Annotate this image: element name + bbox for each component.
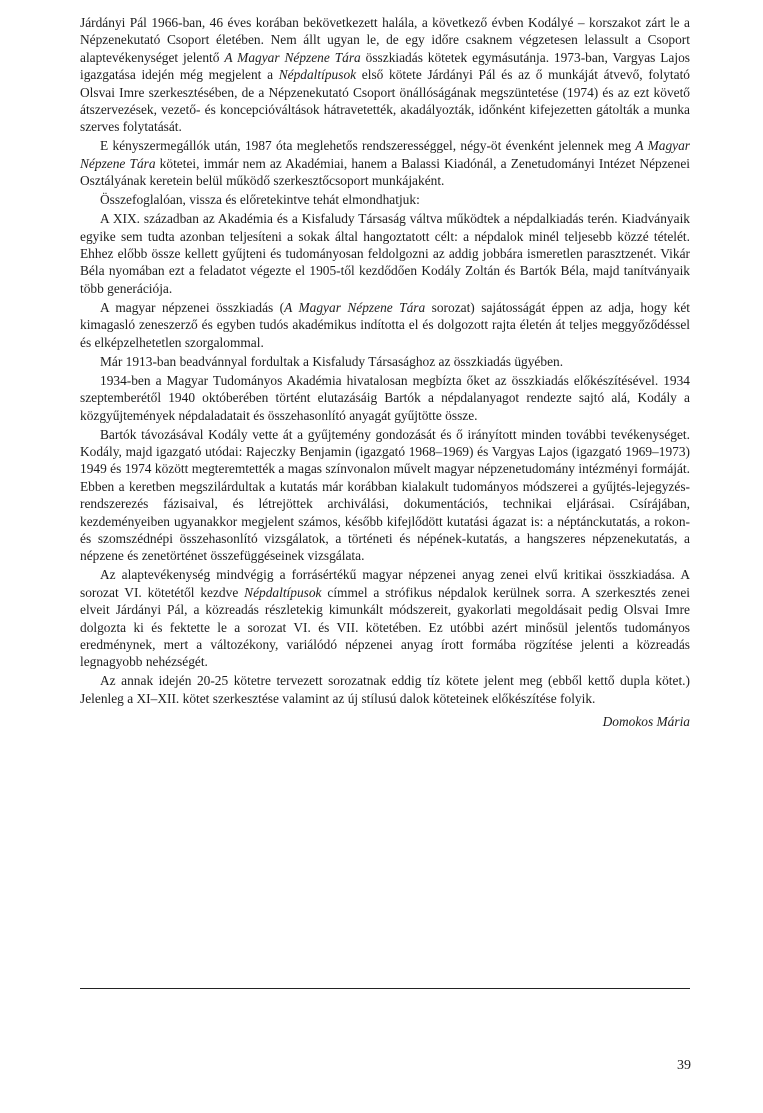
text-run: Járdányi Pál 1966-ban, 46 éves korában bekövetkezett halála, a következő évben Kodályé – korszakot zárt le a Népzenekutató Csoport életében. Nem állt ugyan le, de egy időre csaknem végzetesen lelassult a Csoport alaptevékenységet jelentő <box>80 15 690 65</box>
italic-title: Népdaltípusok <box>244 584 322 600</box>
text-run: A magyar népzenei összkiadás ( <box>100 299 285 315</box>
italic-title: A Magyar Népzene Tára <box>224 49 361 65</box>
author-signature: Domokos Mária <box>602 714 690 730</box>
text-run: Az alaptevékenység mindvégig a forrásértékű magyar népzenei anyag zenei elvű kritikai összkiadása. A sorozat VI. kötetétől kezdve <box>80 567 690 600</box>
paragraph <box>80 566 690 670</box>
paragraph <box>80 672 690 707</box>
paragraph <box>80 372 690 424</box>
footer-rule <box>80 988 690 989</box>
paragraph <box>80 299 690 351</box>
text-run: A XIX. században az Akadémia és a Kisfaludy Társaság váltva működtek a népdalkiadás terén. Kiadványaik egyike sem tudta azonban teljesíteni a sokak által hangoztatott célt: a népdalok minél teljesebb közzé tételét. Ehhez előbb össze kellett gyűjteni és tudományosan feldolgozni az addig jobbára ismeretlen parasztzenét. Vikár Béla nyomában ezt a feladatot végezte el 1905-től kezdődően Kodály Zoltán és Bartók Béla, majd tanítványaik több generációja. <box>80 211 690 296</box>
text-run: Az annak idején 20-25 kötetre tervezett sorozatnak eddig tíz kötete jelent meg (ebből kettő dupla kötet.) Jelenleg a XI–XII. kötet szerkesztése valamint az új stílusú dalok köteteinek előkészítése folyik. <box>80 673 690 706</box>
paragraph <box>80 353 690 370</box>
text-run: Bartók távozásával Kodály vette át a gyűjtemény gondozását és ő irányított minden további tevékenységet. Kodály, majd igazgató utódai: Rajeczky Benjamin (igazgató 1968–1969) és Vargyas Lajos (igazgató 1969–1973) 1949 és 1974 között megteremtették a magas színvonalon művelt magyar népzenetudomány intézményi formáját. Ebben a keretben megszilárdultak a kutatás már korábban kialakult tudományos módszerei a gyűjtés-lejegyzés-rendszerezés fázisaival, és létrejöttek archiválási, dokumentációs, technikai eljárásai. Csírájában, kezdeményeiben ugyanakkor megjelent számos, később kifejlődött kutatási ágazat is: a néptánckutatás, a rokon- és szomszédnépi összehasonlító vizsgálatok, a történeti és népének-kutatás, a hangszeres népzenekutatás, a népzene és zenetörténet összefüggéseinek vizsgálata. <box>80 426 690 564</box>
italic-title: Népdaltípusok <box>278 67 357 83</box>
page-number: 39 <box>677 1058 691 1073</box>
text-run: címmel a strófikus népdalok kerülnek sorra. A szerkesztés zenei elveit Járdányi Pál, a közreadás részletekig kimunkált módszereit, gyakorlati megoldásait pedig Olsvai Imre dolgozta ki és fektette le a sorozat VI. és VII. kötetében. Ez utóbbi azért minősül jelentős tudományos eredménynek, mert a változékony, variálódó népzenei anyag írott formába rögzítése jelenti a közreadás legnagyobb nehézségét. <box>80 584 690 670</box>
article-body <box>80 14 690 731</box>
paragraph <box>80 426 690 565</box>
italic-title: A Magyar Népzene Tára <box>80 138 690 171</box>
italic-title: A Magyar Népzene Tára <box>284 299 426 315</box>
text-run: összkiadás kötetek egymásutánja. 1973-ban, Vargyas Lajos igazgatása idején még megjelent a <box>80 49 690 83</box>
text-run: E kényszermegállók után, 1987 óta meglehetős rendszerességgel, négy-öt évenként jelennek meg <box>100 138 636 154</box>
text-run: kötetei, immár nem az Akadémiai, hanem a Balassi Kiadónál, a Zenetudományi Intézet Népzenei Osztályának keretein belül működő szerkesztőcsoport munkájaként. <box>80 155 690 189</box>
paragraph <box>80 137 690 189</box>
paragraph <box>80 191 690 208</box>
text-run: 1934-ben a Magyar Tudományos Akadémia hivatalosan megbízta őket az összkiadás előkészítésével. 1934 szeptemberétől 1940 októberében történt elutazásáig Bartók a népdalanyagot rendezte sajtó alá, Kodály a közgyűjtemények népdaladatait és összehasonlító anyagát gyűjtötte össze. <box>80 372 690 423</box>
text-run: Összefoglalóan, vissza és előretekintve tehát elmondhatjuk: <box>100 192 420 208</box>
text-run: sorozat) sajátosságát éppen az adja, hogy két kimagasló zeneszerző és egyben tudós akadémikus indította el és dolgozott rajta életén át teljes meggyőződéssel és elképzelhetetlen szorgalommal. <box>80 299 690 350</box>
text-run: első kötete Járdányi Pál és az ő munkáját átvevő, folytató Olsvai Imre szerkesztésében, de a Népzenekutató Csoport önállóságának megszüntetése (1974) és az ezt követő átszervezések, vezető- és koncepcióváltások hátravetették, akadályozták, időnként kifejezetten gátolták a munka szerves folytatását. <box>80 67 690 135</box>
paragraph <box>80 210 690 297</box>
text-run: Már 1913-ban beadvánnyal fordultak a Kisfaludy Társasághoz az összkiadás ügyében. <box>100 353 564 369</box>
paragraph <box>80 14 690 136</box>
